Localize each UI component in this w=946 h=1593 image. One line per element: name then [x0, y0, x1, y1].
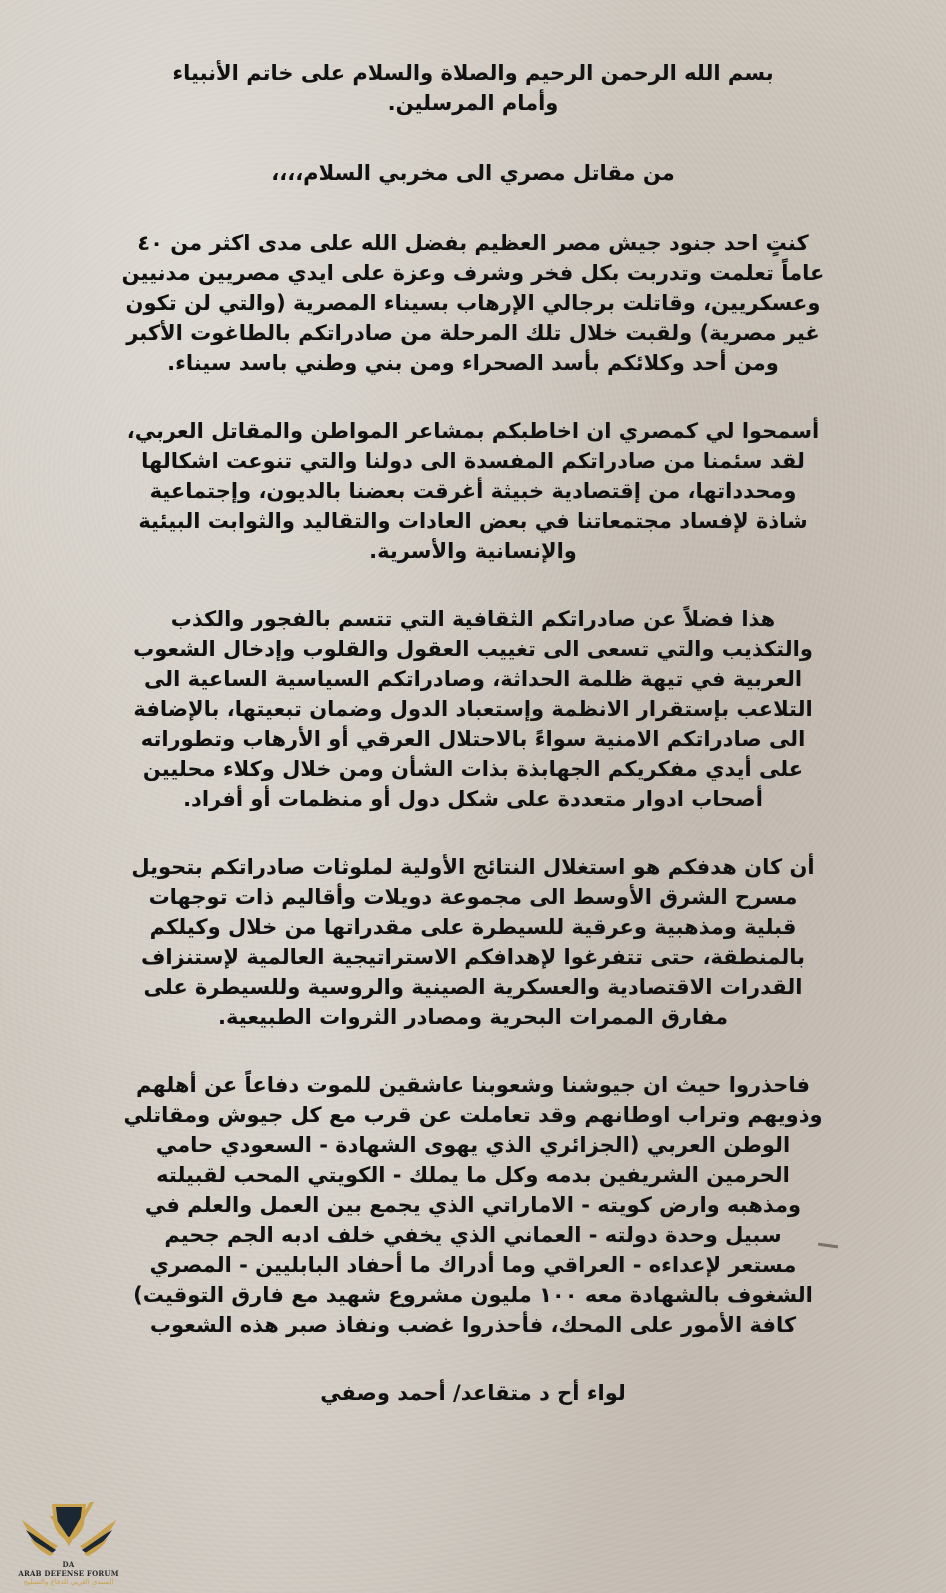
letter-body: [80, 58, 866, 1408]
paragraph-line: العربية في تيهة ظلمة الحداثة، وصادراتكم السياسية الساعية الى: [143, 667, 803, 691]
shield-wings-icon: [14, 1498, 124, 1560]
paragraph-line: والتكذيب والتي تسعى الى تغييب العقول والقلوب وإدخال الشعوب: [133, 637, 813, 661]
paragraph-line: الحرمين الشريفين بدمه وكل ما يملك - الكويتي المحب لقبيلته: [156, 1163, 790, 1187]
paragraph-line: وعسكريين، وقاتلت برجالي الإرهاب بسيناء المصرية (والتي لن تكون: [125, 291, 821, 315]
paragraph-line: مفارق الممرات البحرية ومصادر الثروات الطبيعية.: [218, 1005, 728, 1029]
paragraph-line: ومذهبه وارض كويته - الاماراتي الذي يجمع بين العمل والعلم في: [144, 1193, 802, 1217]
paragraph-line: لقد سئمنا من صادراتكم المفسدة الى دولنا والتي تنوعت اشكالها: [141, 449, 805, 473]
addressee-line: [80, 158, 866, 188]
paragraph-line: مسرح الشرق الأوسط الى مجموعة دويلات وأقاليم ذات توجهات: [148, 885, 798, 909]
paragraph-line: الى صادراتكم الامنية سواءً بالاحتلال العرقي أو الأرهاب وتطوراته: [140, 727, 806, 751]
paragraph-line: والإنسانية والأسرية.: [369, 539, 577, 563]
paragraph-line: ومحدداتها، من إقتصادية خبيثة أغرقت بعضنا بالديون، وإجتماعية: [149, 479, 797, 503]
paragraph-line: فاحذروا حيث ان جيوشنا وشعوبنا عاشقين للموت دفاعاً عن أهلهم: [136, 1073, 810, 1097]
paragraph-line: الوطن العربي (الجزائري الذي يهوى الشهادة - السعودي حامي: [155, 1133, 791, 1157]
opening-line: وأمام المرسلين.: [387, 91, 559, 115]
logo-name-en: ARAB DEFENSE FORUM: [18, 1569, 119, 1578]
paragraph-line: مستعر لإعداءه - العراقي وما أدراك ما أحفاد البابليين - المصري: [149, 1253, 797, 1277]
paragraph-line: أسمحوا لي كمصري ان اخاطبكم بمشاعر المواطن والمقاتل العربي،: [126, 419, 820, 443]
paragraph-line: القدرات الاقتصادية والعسكرية الصينية والروسية وللسيطرة على: [143, 975, 803, 999]
paragraph-line: كافة الأمور على المحك، فأحذروا غضب ونفاذ صبر هذه الشعوب: [149, 1313, 797, 1337]
logo-monogram: DA: [62, 1560, 75, 1569]
paragraph-line: ومن أحد وكلائكم بأسد الصحراء ومن بني وطني باسد سيناء.: [167, 351, 779, 375]
paragraph-line: وذويهم وتراب اوطانهم وقد تعاملت عن قرب مع كل جيوش ومقاتلي: [123, 1103, 823, 1127]
paragraph-line: سبيل وحدة دولته - العماني الذي يخفي خلف ادبه الجم جحيم: [164, 1223, 782, 1247]
paragraph-exports: [80, 416, 866, 566]
signature: [80, 1378, 866, 1408]
paragraph-line: شاذة لإفساد مجتمعاتنا في بعض العادات والتقاليد والثوابت البيئية: [138, 509, 808, 533]
paragraph-goal: [80, 852, 866, 1032]
paragraph-line: قبلية ومذهبية وعرقية للسيطرة على مقدراتها من خلال وكيلكم: [149, 915, 797, 939]
paragraph-line: على أيدي مفكريكم الجهابذة بذات الشأن ومن خلال وكلاء محليين: [142, 757, 804, 781]
paragraph-warning: [80, 1070, 866, 1340]
paragraph-cultural: [80, 604, 866, 814]
paragraph-line: غير مصرية) ولقبت خلال تلك المرحلة من صادراتكم بالطاغوت الأكبر: [126, 321, 820, 345]
paragraph-intro: [80, 228, 866, 378]
opening-line: بسم الله الرحمن الرحيم والصلاة والسلام على خاتم الأنبياء: [172, 61, 774, 85]
opening-blessing: [80, 58, 866, 118]
paragraph-line: بالمنطقة، حتى تتفرغوا لإهدافكم الاستراتيجية العالمية لإستنزاف: [140, 945, 806, 969]
paragraph-line: أصحاب ادوار متعددة على شكل دول أو منظمات أو أفراد.: [183, 787, 763, 811]
paragraph-line: عاماً تعلمت وتدربت بكل فخر وشرف وعزة على ايدي مصريين مدنيين: [121, 261, 825, 285]
watermark-logo: [6, 1498, 131, 1590]
paragraph-line: الشغوف بالشهادة معه ١٠٠ مليون مشروع شهيد مع فارق التوقيت): [133, 1283, 813, 1307]
paragraph-line: هذا فضلاً عن صادراتكم الثقافية التي تتسم بالفجور والكذب: [170, 607, 776, 631]
addressee-text: من مقاتل مصري الى مخربي السلام،،،،: [271, 161, 675, 185]
paragraph-line: أن كان هدفكم هو استغلال النتائج الأولية لملوثات صادراتكم بتحويل: [131, 855, 815, 879]
paragraph-line: كنتٍ احد جنود جيش مصر العظيم بفضل الله على مدى اكثر من ٤٠: [137, 231, 809, 255]
paragraph-line: التلاعب بإستقرار الانظمة وإستعباد الدول وضمان تبعيتها، بالإضافة: [133, 697, 813, 721]
signature-text: لواء أح د متقاعد/ أحمد وصفي: [320, 1381, 626, 1405]
logo-name-ar: المنتدى العربي للدفاع والتسليح: [23, 1578, 114, 1586]
